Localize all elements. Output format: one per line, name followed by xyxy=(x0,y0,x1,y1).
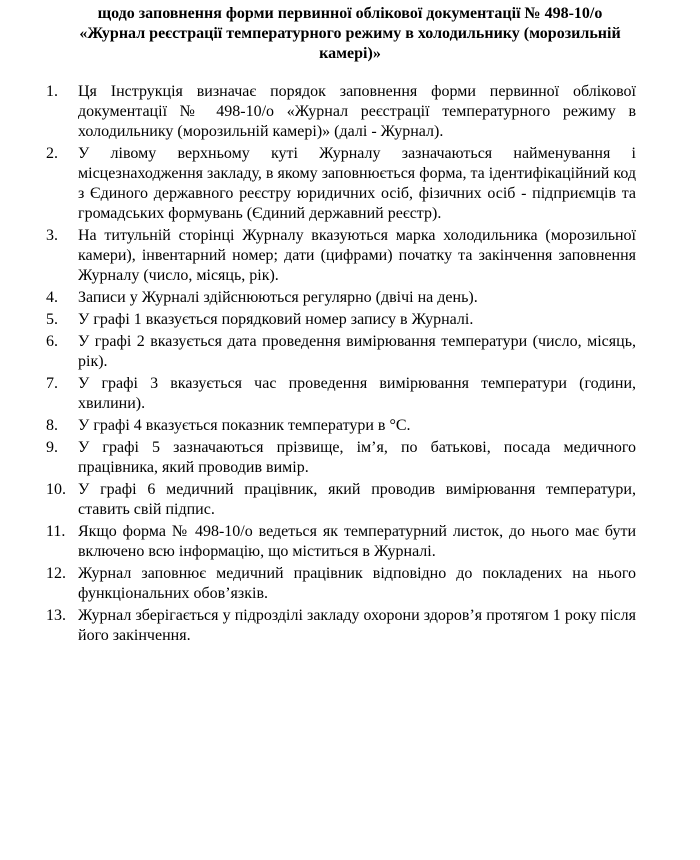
list-item xyxy=(46,564,636,604)
item-number: 13. xyxy=(46,607,66,624)
item-number: 9. xyxy=(46,439,58,456)
item-text: У графі 4 вказується показник температури в °С. xyxy=(78,417,411,434)
list-item xyxy=(46,144,636,224)
item-number: 4. xyxy=(46,289,58,306)
item-text: Журнал зберігається у підрозділі закладу охорони здоров’я протягом 1 року після його закінчення. xyxy=(78,607,636,644)
item-text: У графі 1 вказується порядковий номер запису в Журналі. xyxy=(78,311,474,328)
item-text: На титульній сторінці Журналу вказуються марка холодильника (морозильної камери), інвентарний номер; дати (цифрами) початку та закінчення заповнення Журналу (число, місяць, рік). xyxy=(78,227,636,284)
list-item xyxy=(46,606,636,646)
list-item xyxy=(46,480,636,520)
heading-line-2: «Журнал реєстрації температурного режиму в холодильнику (морозильній xyxy=(79,25,621,42)
instruction-list xyxy=(46,82,636,648)
item-number: 10. xyxy=(46,481,66,498)
item-number: 12. xyxy=(46,565,66,582)
item-number: 2. xyxy=(46,145,58,162)
heading-line-1: щодо заповнення форми первинної облікової документації № 498-10/о xyxy=(97,5,603,22)
document-heading xyxy=(40,4,660,64)
item-text: У лівому верхньому куті Журналу зазначаються найменування і місцезнаходження закладу, в якому заповнюється форма, та ідентифікаційний код з Єдиного державного реєстру юридичних осіб, фізичних осіб - підприємців та громадських формувань (Єдиний державний реєстр). xyxy=(78,145,636,222)
item-number: 1. xyxy=(46,83,58,100)
item-text: У графі 3 вказується час проведення вимірювання температури (години, хвилини). xyxy=(78,375,636,412)
list-item xyxy=(46,288,636,308)
item-number: 7. xyxy=(46,375,58,392)
item-text: У графі 5 зазначаються прізвище, ім’я, по батькові, посада медичного працівника, який проводив вимір. xyxy=(78,439,636,476)
list-item xyxy=(46,374,636,414)
list-item xyxy=(46,310,636,330)
item-text: Записи у Журналі здійснюються регулярно (двічі на день). xyxy=(78,289,478,306)
item-number: 11. xyxy=(46,523,66,540)
list-item xyxy=(46,438,636,478)
item-text: Журнал заповнює медичний працівник відповідно до покладених на нього функціональних обов’язків. xyxy=(78,565,636,602)
item-number: 8. xyxy=(46,417,58,434)
list-item xyxy=(46,522,636,562)
item-number: 5. xyxy=(46,311,58,328)
item-text: Ця Інструкція визначає порядок заповнення форми первинної облікової документації № 498-10/о «Журнал реєстрації температурного режиму в холодильнику (морозильній камері)» (далі - Журнал). xyxy=(78,83,636,140)
item-text: У графі 2 вказується дата проведення вимірювання температури (число, місяць, рік). xyxy=(78,333,636,370)
list-item xyxy=(46,226,636,286)
item-text: У графі 6 медичний працівник, який проводив вимірювання температури, ставить свій підпис. xyxy=(78,481,636,518)
list-item xyxy=(46,82,636,142)
item-number: 6. xyxy=(46,333,58,350)
item-number: 3. xyxy=(46,227,58,244)
item-text: Якщо форма № 498-10/о ведеться як температурний листок, до нього має бути включено всю інформацію, що міститься в Журналі. xyxy=(78,523,636,560)
list-item xyxy=(46,332,636,372)
list-item xyxy=(46,416,636,436)
heading-line-3: камері)» xyxy=(319,45,381,62)
